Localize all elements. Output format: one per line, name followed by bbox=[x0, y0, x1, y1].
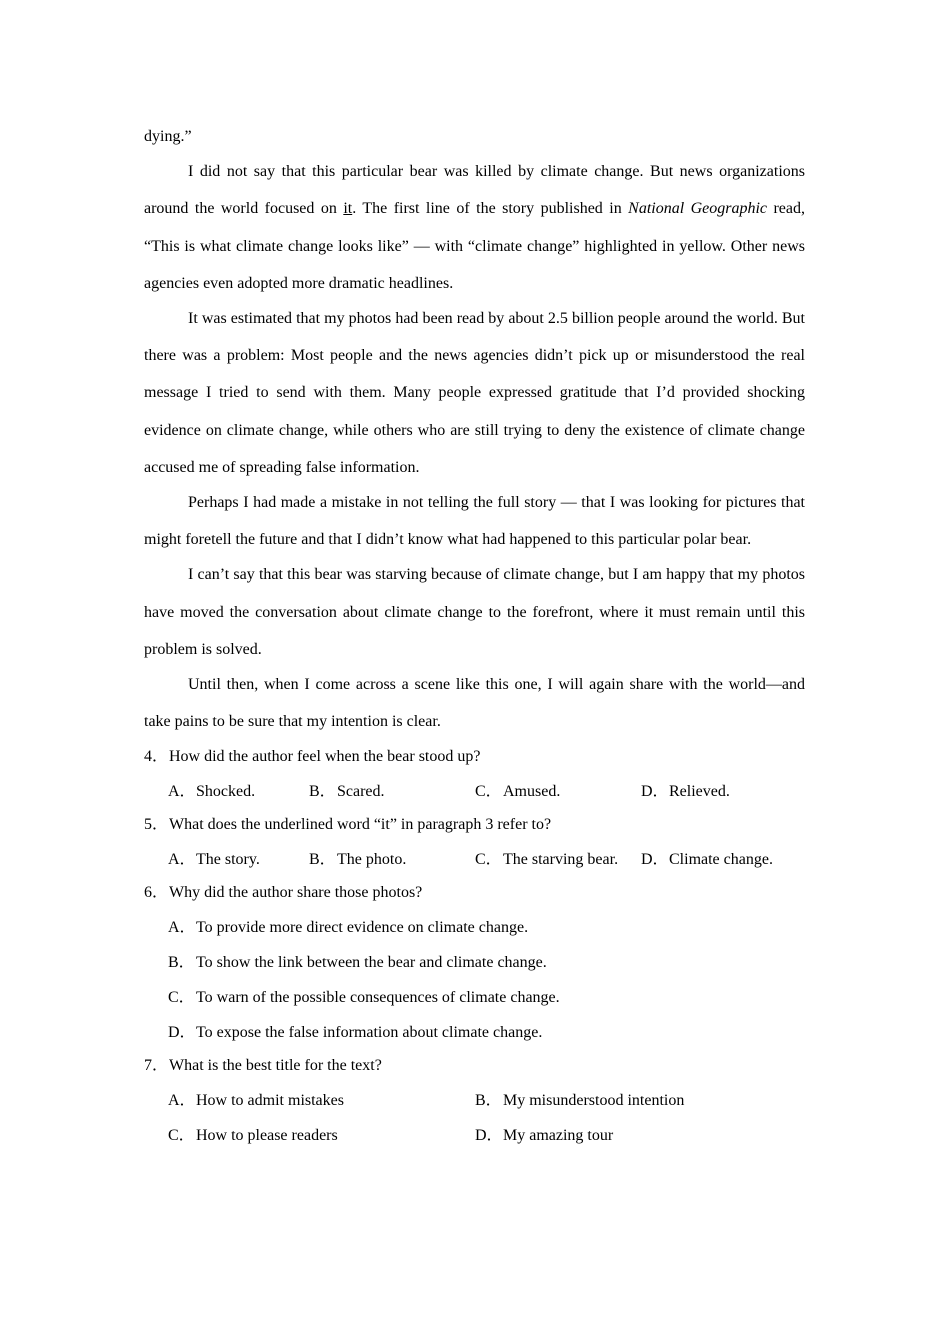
paragraph-3 bbox=[144, 153, 805, 302]
option-d[interactable] bbox=[475, 1118, 613, 1153]
option-text: The photo. bbox=[337, 850, 407, 868]
option-d[interactable] bbox=[641, 842, 773, 877]
option-text: Relieved. bbox=[669, 782, 730, 800]
question-4-options bbox=[144, 774, 805, 809]
option-letter: B． bbox=[309, 782, 336, 800]
option-letter: B． bbox=[475, 1091, 502, 1109]
option-letter: D． bbox=[641, 850, 669, 868]
option-c[interactable] bbox=[475, 774, 560, 809]
option-letter: C． bbox=[168, 988, 195, 1006]
paragraph-3-text-c: read, “This is what climate change looks like” — with “climate change” highlighted in yellow. Other news agencies even adopted more dramatic headlines. bbox=[144, 200, 806, 292]
option-text: My misunderstood intention bbox=[503, 1091, 685, 1109]
question-5-options bbox=[144, 842, 805, 877]
option-text: My amazing tour bbox=[503, 1126, 614, 1144]
option-text: Amused. bbox=[503, 782, 561, 800]
paragraph-continuation: dying.” bbox=[144, 128, 192, 145]
question-7 bbox=[144, 1048, 805, 1083]
option-text: How to please readers bbox=[196, 1126, 338, 1144]
option-c[interactable] bbox=[475, 842, 618, 877]
option-text: The starving bear. bbox=[503, 850, 619, 868]
option-letter: A． bbox=[168, 918, 196, 936]
question-7-options-row-2 bbox=[144, 1118, 805, 1153]
option-letter: A． bbox=[168, 850, 196, 868]
option-b[interactable] bbox=[309, 842, 406, 877]
question-text: What is the best title for the text? bbox=[169, 1056, 382, 1074]
option-a[interactable] bbox=[168, 910, 805, 945]
paragraph-4: It was estimated that my photos had been read by about 2.5 billion people around the world. But there was a problem: Most people and the news agencies didn’t pick up or misunderstood the real message I tried to send with them. Many people expressed gratitude that I’d provided shocking evidence on climate change, while others who are still trying to deny the existence of climate change accused me of spreading false information. bbox=[144, 309, 805, 477]
option-letter: A． bbox=[168, 1091, 196, 1109]
option-d[interactable] bbox=[168, 1015, 805, 1050]
option-b[interactable] bbox=[475, 1083, 684, 1118]
option-letter: B． bbox=[168, 953, 195, 971]
paragraph-3-text-a: I did not say that this particular bear was killed by climate change. But news organizations around the world focused on bbox=[144, 163, 805, 218]
option-letter: C． bbox=[475, 850, 502, 868]
magazine-title: National Geographic bbox=[628, 200, 768, 218]
option-text: The story. bbox=[196, 850, 260, 868]
question-text: Why did the author share those photos? bbox=[169, 883, 423, 901]
option-letter: C． bbox=[168, 1126, 195, 1144]
option-c[interactable] bbox=[168, 1118, 338, 1153]
option-d[interactable] bbox=[641, 774, 730, 809]
question-6 bbox=[144, 875, 805, 910]
question-number: 6． bbox=[144, 883, 169, 901]
option-text: To expose the false information about climate change. bbox=[196, 1023, 543, 1041]
paragraph-5: Perhaps I had made a mistake in not telling the full story — that I was looking for pictures that might foretell the future and that I didn’t know what had happened to this particular polar bear. bbox=[144, 494, 805, 549]
option-text: To provide more direct evidence on climate change. bbox=[196, 918, 529, 936]
option-letter: A． bbox=[168, 782, 196, 800]
question-number: 7． bbox=[144, 1056, 169, 1074]
question-number: 4． bbox=[144, 747, 169, 765]
question-5 bbox=[144, 807, 805, 842]
option-letter: D． bbox=[168, 1023, 196, 1041]
option-letter: D． bbox=[641, 782, 669, 800]
option-text: Scared. bbox=[337, 782, 385, 800]
paragraph-6: I can’t say that this bear was starving because of climate change, but I am happy that my photos have moved the conversation about climate change to the forefront, where it must remain until this problem is solved. bbox=[144, 566, 805, 658]
option-text: How to admit mistakes bbox=[196, 1091, 344, 1109]
option-c[interactable] bbox=[168, 980, 805, 1015]
paragraph-3-text-b: . The first line of the story published in bbox=[352, 200, 629, 218]
option-letter: B． bbox=[309, 850, 336, 868]
question-number: 5． bbox=[144, 815, 169, 833]
option-text: Climate change. bbox=[669, 850, 773, 868]
option-a[interactable] bbox=[168, 842, 260, 877]
option-a[interactable] bbox=[168, 774, 255, 809]
question-7-options-row-1 bbox=[144, 1083, 805, 1118]
option-text: To show the link between the bear and climate change. bbox=[196, 953, 547, 971]
document-page bbox=[144, 118, 805, 1153]
question-text: How did the author feel when the bear stood up? bbox=[169, 747, 481, 765]
option-a[interactable] bbox=[168, 1083, 344, 1118]
underlined-word-it: it bbox=[343, 200, 353, 218]
option-letter: C． bbox=[475, 782, 502, 800]
option-letter: D． bbox=[475, 1126, 503, 1144]
question-4 bbox=[144, 739, 805, 774]
paragraph-7: Until then, when I come across a scene like this one, I will again share with the world—and take pains to be sure that my intention is clear. bbox=[144, 675, 805, 731]
option-text: To warn of the possible consequences of climate change. bbox=[196, 988, 560, 1006]
question-text: What does the underlined word “it” in paragraph 3 refer to? bbox=[169, 815, 552, 833]
option-b[interactable] bbox=[309, 774, 385, 809]
option-b[interactable] bbox=[168, 945, 805, 980]
option-text: Shocked. bbox=[196, 782, 256, 800]
